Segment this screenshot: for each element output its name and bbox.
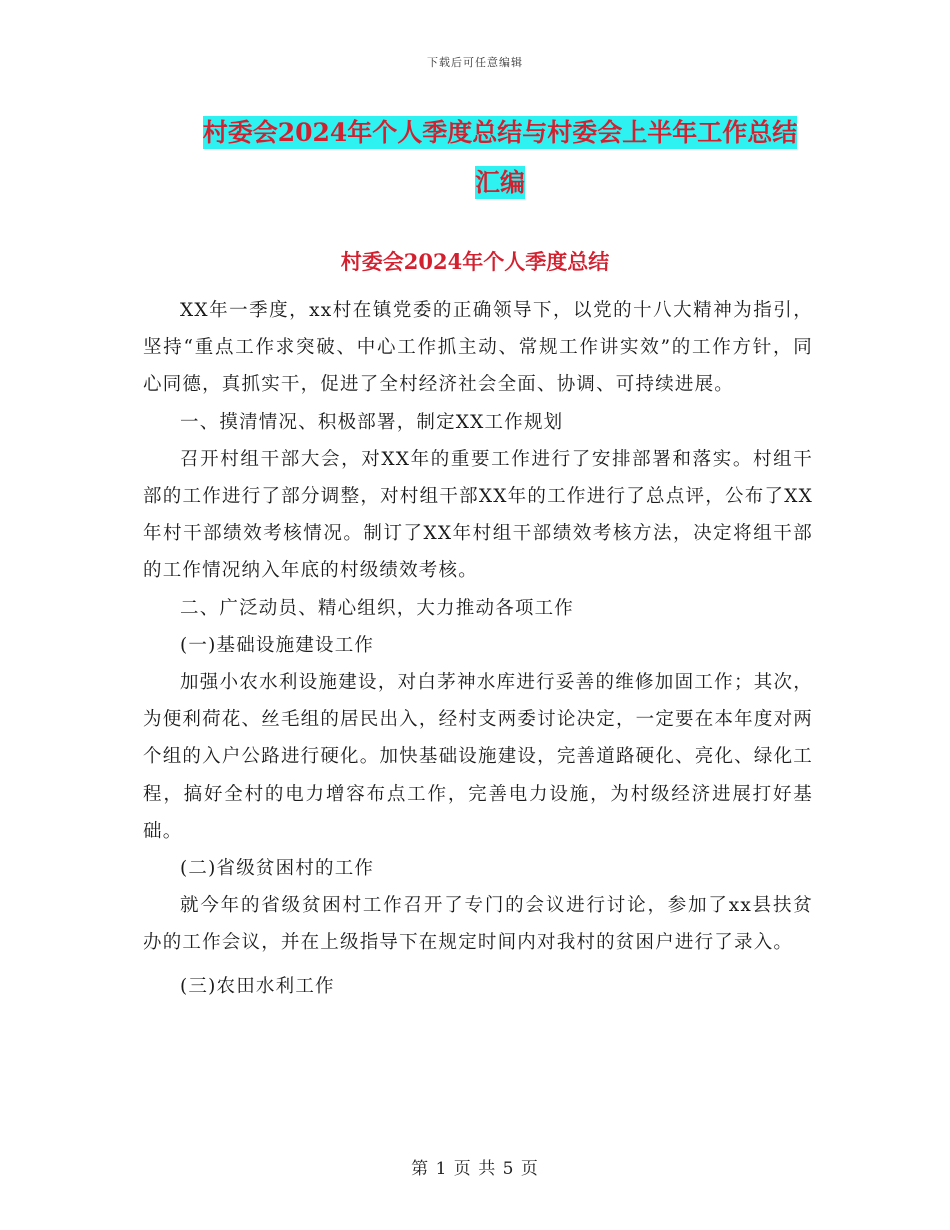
subheading-paragraph: (二)省级贫困村的工作 xyxy=(180,858,375,880)
paragraph: 就今年的省级贫困村工作召开了专门的会议进行讨论，参加了xx县扶贫办的工作会议，并在上级指导下在规定时间内对我村的贫困户进行了录入。 xyxy=(143,895,813,954)
document-title xyxy=(130,108,870,208)
paragraph: 加强小农水利设施建设，对白茅神水库进行妥善的维修加固工作；其次，为便利荷花、丝毛组的居民出入，经村支两委讨论决定，一定要在本年度对两个组的入户公路进行硬化。加快基础设施建设，完善道路硬化、亮化、绿化工程，搞好全村的电力增容布点工作，完善电力设施，为村级经济进展打好基础。 xyxy=(143,672,813,842)
subheading-paragraph: (三)农田水利工作 xyxy=(180,975,335,997)
paragraph: 召开村组干部大会，对XX年的重要工作进行了安排部署和落实。村组干部的工作进行了部分调整，对村组干部XX年的工作进行了总点评，公布了XX年村干部绩效考核情况。制订了XX年村组干部绩效考核方法，决定将组干部的工作情况纳入年底的村级绩效考核。 xyxy=(143,448,813,582)
page-footer: 第 1 页 共 5 页 xyxy=(411,1159,539,1179)
heading-paragraph: 二、广泛动员、精心组织，大力推动各项工作 xyxy=(180,597,575,619)
subheading-paragraph: (一)基础设施建设工作 xyxy=(180,634,375,656)
document-title-line2: 汇编 xyxy=(474,168,525,197)
paragraph: XX年一季度，xx村在镇党委的正确领导下，以党的十八大精神为指引，坚持“重点工作求突破、中心工作抓主动、常规工作讲实效”的工作方针，同心同德，真抓实干，促进了全村经济社会全面、协调、可持续进展。 xyxy=(143,300,813,396)
page-header-note: 下载后可任意编辑 xyxy=(427,56,523,69)
section-title: 村委会2024年个人季度总结 xyxy=(340,249,610,274)
heading-paragraph: 一、摸清情况、积极部署，制定XX工作规划 xyxy=(180,411,564,433)
document-title-line1: 村委会2024年个人季度总结与村委会上半年工作总结 xyxy=(202,118,798,147)
document-body xyxy=(143,292,813,1005)
